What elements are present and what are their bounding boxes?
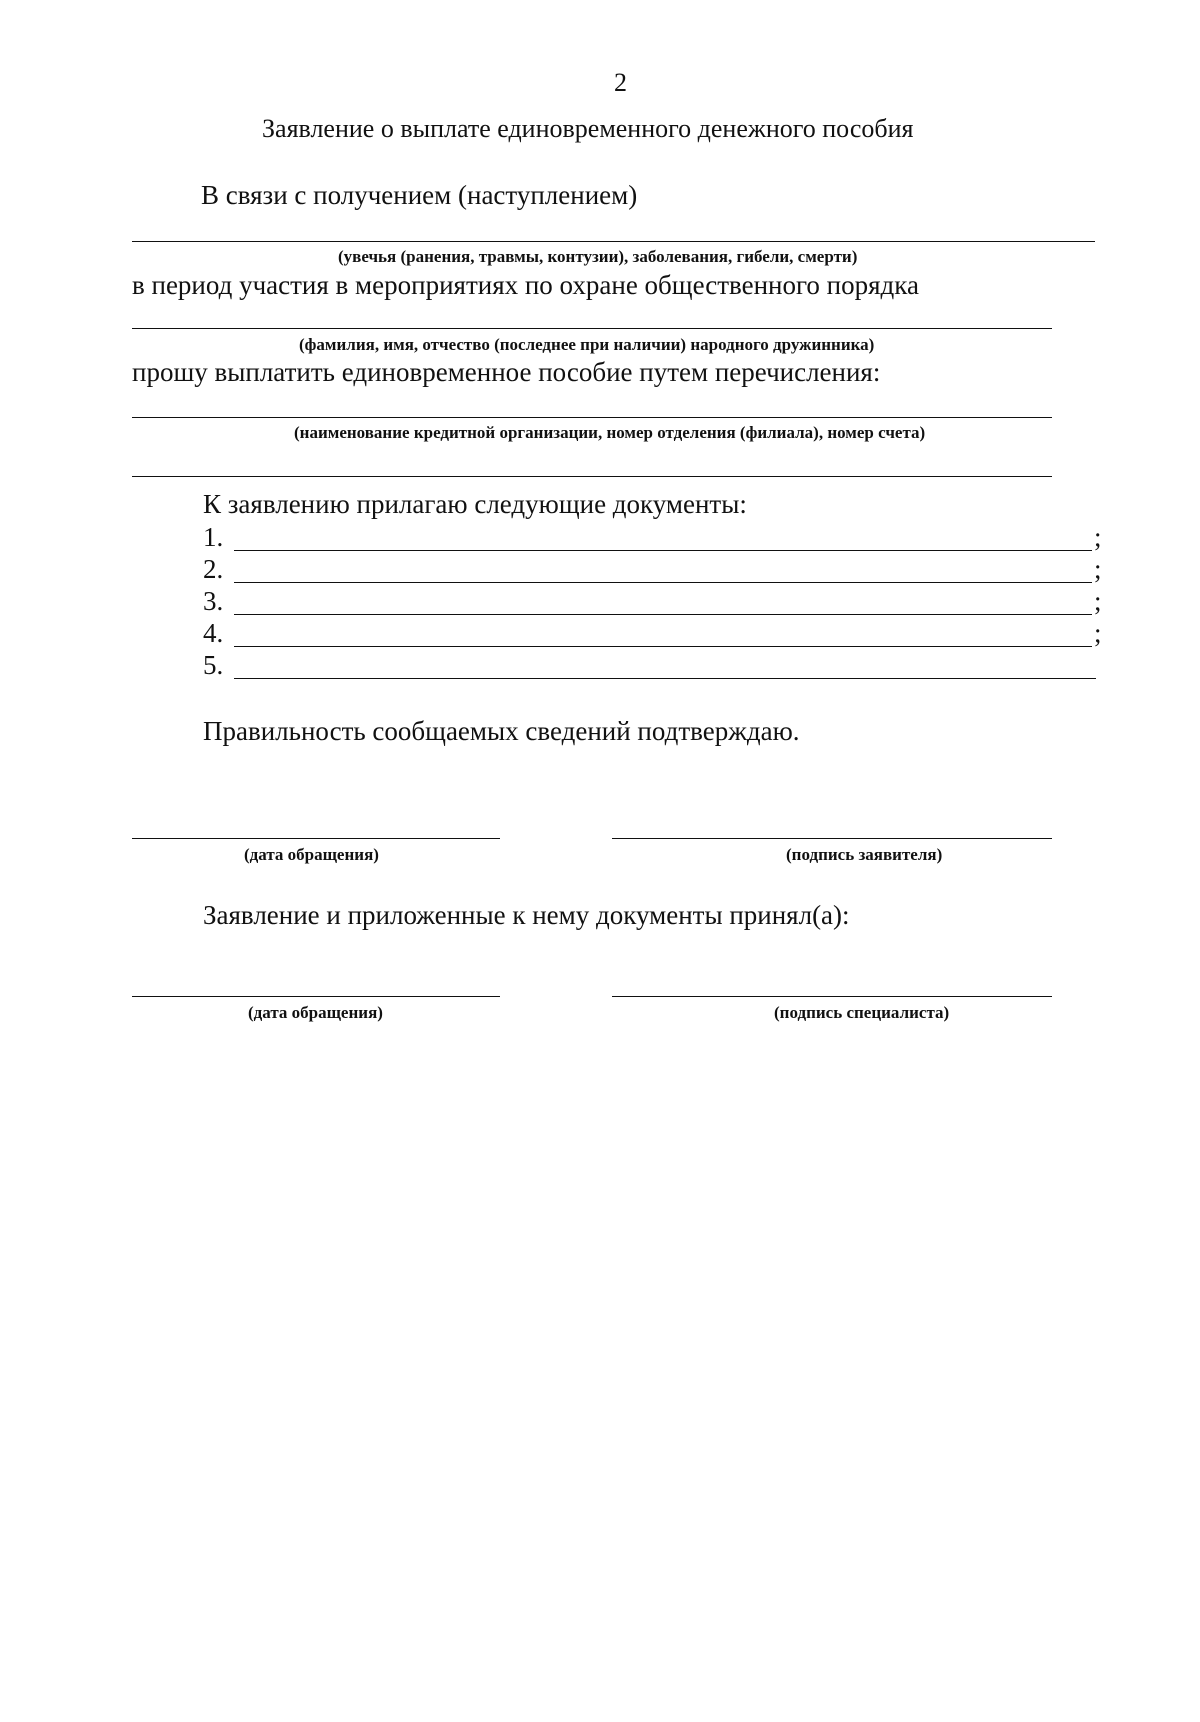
applicant-date-caption: (дата обращения) <box>244 845 379 864</box>
bank-fill-line <box>132 417 1052 418</box>
bank-caption: (наименование кредитной организации, номер отделения (филиала), номер счета) <box>294 423 926 442</box>
attachment-number: 2. <box>203 554 224 584</box>
attachment-fill-line <box>234 646 1092 647</box>
specialist-date-line <box>132 996 500 997</box>
attachment-end: ; <box>1094 554 1102 584</box>
attachments-heading: К заявлению прилагаю следующие документы: <box>203 489 747 519</box>
injury-caption: (увечья (ранения, травмы, контузии), заболевания, гибели, смерти) <box>338 247 858 266</box>
specialist-date-caption: (дата обращения) <box>248 1003 383 1022</box>
request-text: прошу выплатить единовременное пособие путем перечисления: <box>132 357 881 387</box>
attachment-number: 5. <box>203 650 224 680</box>
period-text: в период участия в мероприятиях по охране общественного порядка <box>132 270 919 300</box>
applicant-signature-caption: (подпись заявителя) <box>786 845 943 864</box>
intro-text: В связи с получением (наступлением) <box>201 180 638 210</box>
page-number: 2 <box>614 68 627 97</box>
applicant-signature-line <box>612 838 1052 839</box>
accepted-text: Заявление и приложенные к нему документы принял(а): <box>203 900 850 930</box>
bank-fill-line-2 <box>132 476 1052 477</box>
name-caption: (фамилия, имя, отчество (последнее при наличии) народного дружинника) <box>299 335 875 354</box>
specialist-signature-caption: (подпись специалиста) <box>774 1003 950 1022</box>
name-fill-line <box>132 328 1052 329</box>
confirmation-text: Правильность сообщаемых сведений подтверждаю. <box>203 716 800 746</box>
attachment-number: 4. <box>203 618 224 648</box>
attachment-fill-line <box>234 582 1092 583</box>
attachment-fill-line <box>234 550 1092 551</box>
attachment-number: 1. <box>203 522 224 552</box>
attachment-fill-line <box>234 678 1096 679</box>
specialist-signature-line <box>612 996 1052 997</box>
attachment-number: 3. <box>203 586 224 616</box>
applicant-date-line <box>132 838 500 839</box>
attachment-fill-line <box>234 614 1092 615</box>
attachment-end: ; <box>1094 618 1102 648</box>
document-title: Заявление о выплате единовременного денежного пособия <box>262 114 914 143</box>
attachment-end: ; <box>1094 522 1102 552</box>
attachment-end: ; <box>1094 586 1102 616</box>
injury-fill-line <box>132 241 1095 242</box>
